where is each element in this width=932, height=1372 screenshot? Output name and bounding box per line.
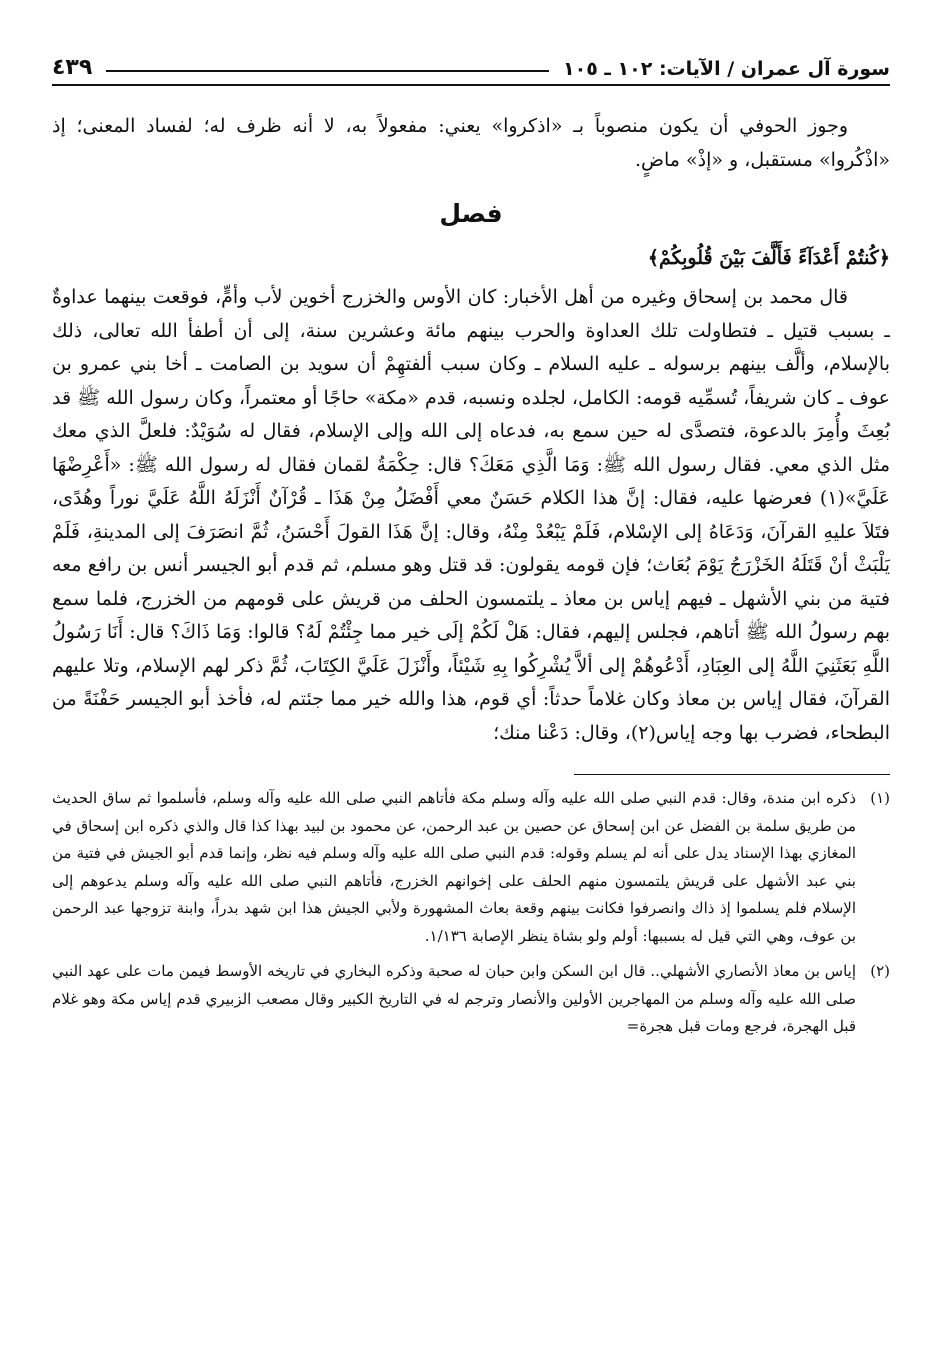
page-number: ٤٣٩: [52, 55, 93, 80]
header-rule: [106, 70, 549, 72]
page-header: [52, 40, 890, 86]
main-text: [52, 110, 890, 750]
footnotes: [52, 785, 890, 1041]
main-paragraph: قال محمد بن إسحاق وغيره من أهل الأخبار: كان الأوس والخزرج أخوين لأب وأمٍّ، فوقعت بينهما عداوةٌ ـ بسبب قتيل ـ فتطاولت تلك العداوة والحرب بينهم مائة وعشرين سنة، إلى أن أطفأ الله تعالى، ذلك بالإسلام، وألَّف بينهم برسوله ـ عليه السلام ـ وكان سبب ألفتهِمْ أن سويد بن الصامت ـ أخا بني عمرو بن عوف ـ كان شريفاً، تُسمِّيه قومه: الكامل، لجلده ونسبه، قدم «مكة» حاجًا أو معتمراً، وكان رسول الله ﷺ قد بُعِثَ وأُمِرَ بالدعوة، فتصدَّى له حين سمع به، فدعاه إلى الله وإلى الإسلام، فقال له سُوَيْدٌ: فلعلَّ الذي معك مثل الذي معي. فقال رسول الله ﷺ: وَمَا الَّذِي مَعَكَ؟ قال: حِكْمَةُ لقمان فقال له رسول الله ﷺ: «أَعْرِضْهَا عَلَيَّ»(١) فعرضها عليه، فقال: إنَّ هذا الكلام حَسَنٌ معي أَفْضَلُ مِنْ هَذَا ـ قُرْآنٌ أَنْزَلَهُ اللَّهُ عَلَيَّ نوراً وهُدًى، فتَلاَ عليهِ القرآنَ، وَدَعَاهُ إلى الإسْلام، فَلَمْ يَبْعُدْ مِنْهُ، وقال: إنَّ هَذَا القولَ أَحْسَنُ، ثُمَّ انصَرَفَ إلى المدينةِ، فَلَمْ يَلْبَثْ أنْ قَتَلَهُ الخَزْرَجُ يَوْمَ بُعَاث؛ فإن قومه يقولون: قد قتل وهو مسلم، ثم قدم أبو الجيسر أنس بن رافع معه فتية من بني الأشهل ـ فيهم إياس بن معاذ ـ يلتمسون الحلف من قريش على قومهم من الخزرج، فلما سمع بهم رسولُ الله ﷺ أتاهم، فجلس إليهم، فقال: هَلْ لَكُمْ إلَى خير مما جِئْتُمْ لَهُ؟ قالوا: وَمَا ذَاكَ؟ قال: أَنَا رَسُولُ اللَّهِ بَعَثَنِيَ اللَّهُ إلى العِبَادِ، أَدْعُوهُمْ إلى ألاَّ يُشْرِكُوا بِهِ شَيْئاً، وأَنْزَلَ عَلَيَّ الكِتَابَ، ثُمَّ ذكر لهم الإسلام، وتلا عليهم القرآنَ، فقال إياس بن معاذ وكان غلاماً حدثاً: أي قوم، هذا والله خير مما جئتم له، فأخذ أبو الجيسر حَفْنَةً من البطحاء، فضرب بها وجه إياس(٢)، وقال: دَعْنا منك؛: [52, 286, 890, 744]
intro-paragraph: وجوز الحوفي أن يكون منصوباً بـ «اذكروا» يعني: مفعولاً به، لا أنه ظرف له؛ لفساد المعنى؛ إذ «اذْكُروا» مستقبل، و «إذْ» ماضٍ.: [52, 115, 890, 171]
book-page: [52, 40, 890, 1360]
footnote: [52, 958, 890, 1041]
section-heading: فصل: [439, 199, 503, 228]
footnote-number: (١): [870, 789, 890, 807]
footnote-text: ذكره ابن مندة، وقال: قدم النبي صلى الله عليه وآله وسلم مكة فأتاهم النبي صلى الله عليه وآله وسلم، فأسلموا ثم ساق الحديث من طريق سلمة بن الفضل عن ابن إسحاق عن حصين بن عبد الرحمن، عن محمود بن لبيد بهذا كذا قال والذي ذكره ابن إسحاق في المغازي بهذا الإسناد يدل على أنه لم يسلم وقوله: قدم النبي صلى الله عليه وآله وسلم فيه نظر، وإنما قدم أبو الجيش في فتية من بني عبد الأشهل على قريش يلتمسون منهم الحلف على إخوانهم الخزرج، فأتاهم النبي صلى الله عليه وآله وسلم يدعوهم إلى الإسلام فلم يسلموا إذ ذاك وانصرفوا فكانت بينهم وقعة بعاث المشهورة ولأبي الجيش هذا ابن شهد بدراً، وابنة تزوجها عبد الرحمن بن عوف، وهي التي قيل له بسببها: أولم ولو بشاة ينظر الإصابة ١/١٣٦.: [52, 789, 856, 945]
surah-title: سورة آل عمران / الآيات: ١٠٢ ـ ١٠٥: [563, 58, 890, 80]
footnote-separator: [574, 774, 890, 775]
ayah-quote: ﴿كُنتُمْ أَعْدَآءً فَأَلَّفَ بَيْنَ قُلُوبِكُمْ﴾: [647, 247, 890, 269]
footnote-text: إياس بن معاذ الأنصاري الأشهلي.. قال ابن السكن وابن حبان له صحبة وذكره البخاري في تاريخه الأوسط فيمن مات على عهد النبي صلى الله عليه وآله وسلم من المهاجرين الأولين والأنصار وترجم له في التاريخ الكبير وقال مصعب الزبيري قدم إياس مكة وهو غلام قبل الهجرة، فرجع ومات قبل هجرة=: [52, 962, 856, 1035]
footnote-number: (٢): [870, 962, 890, 980]
footnote: [52, 785, 890, 950]
